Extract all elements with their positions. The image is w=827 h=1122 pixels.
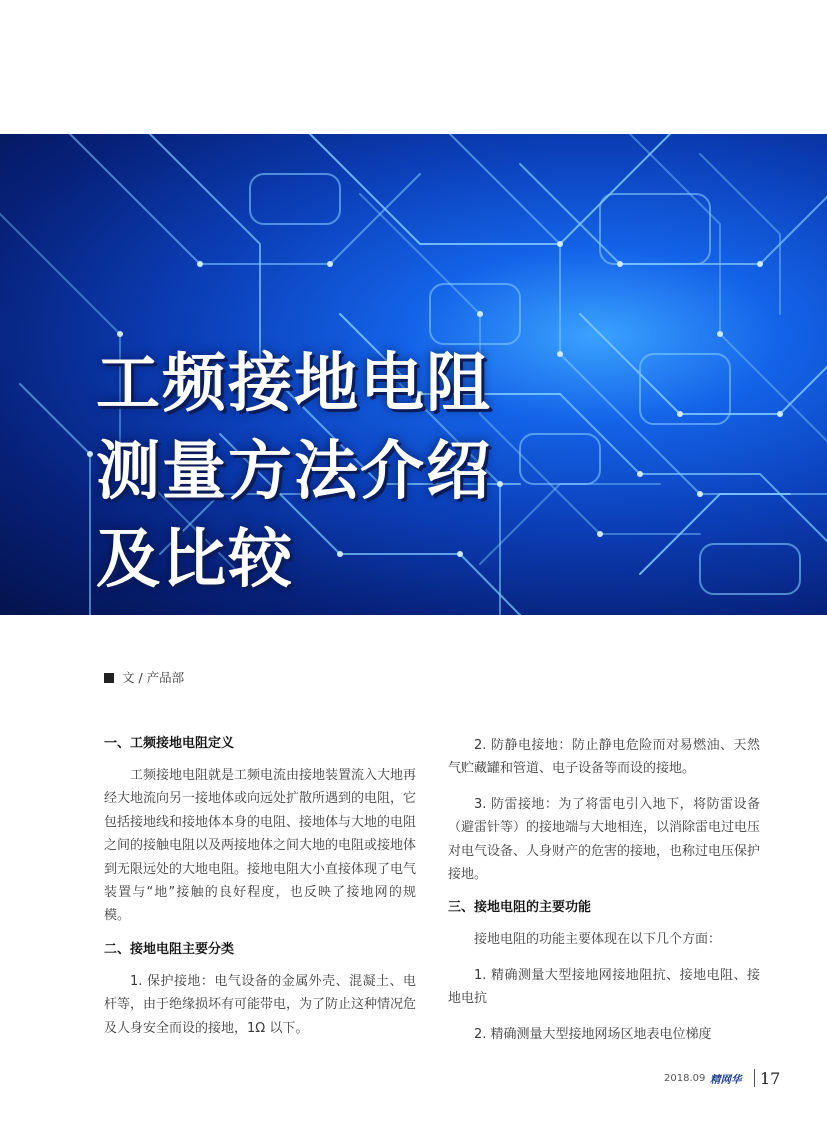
magazine-name: 精网华 xyxy=(710,1074,742,1086)
hero-banner xyxy=(0,134,827,615)
section-2-heading: 二、接地电阻主要分类 xyxy=(104,941,235,957)
circuit-trace xyxy=(440,134,827,494)
circuit-node xyxy=(597,531,603,537)
circuit-node xyxy=(557,351,563,357)
circuit-loop xyxy=(700,544,800,594)
issue-date: 2018.09 xyxy=(664,1073,706,1084)
circuit-node xyxy=(637,471,643,477)
article-title-line-2: 测量方法介绍 xyxy=(96,435,492,509)
byline-text: 文 / 产品部 xyxy=(122,670,185,685)
circuit-trace xyxy=(20,384,90,615)
square-bullet-icon xyxy=(104,673,114,683)
circuit-node xyxy=(757,261,763,267)
circuit-loop xyxy=(520,434,600,484)
circuit-trace xyxy=(480,484,660,564)
circuit-loop xyxy=(250,174,340,224)
right-column xyxy=(448,734,760,1058)
circuit-trace xyxy=(620,134,827,441)
circuit-node xyxy=(497,481,503,487)
circuit-trace xyxy=(580,314,827,414)
circuit-node xyxy=(477,311,483,317)
circuit-node xyxy=(457,551,463,557)
page-footer xyxy=(640,1069,790,1089)
circuit-node xyxy=(777,411,783,417)
section-2-paragraph-3: 3. 防雷接地：为了将雷电引入地下，将防雷设备（避雷针等）的接地端与大地相连，以消除雷电过电压对电气设备、人身财产的危害的接地，也称过电压保护接地。 xyxy=(448,796,761,883)
circuit-node xyxy=(677,411,683,417)
circuit-node xyxy=(717,331,723,337)
section-1-paragraph: 工频接地电阻就是工频电流由接地装置流入大地再经大地流向另一接地体或向远处扩散所遇到的电阻，它包括接地线和接地体本身的电阻、接地体与大地的电阻之间的接触电阻以及两接地体之间大地的电阻或接地体到无限远处的大地电阻。接地电阻大小直接体现了电气装置与“地”接触的良好程度，也反映了接地网的规模。 xyxy=(104,768,417,924)
circuit-loop xyxy=(600,194,710,264)
circuit-node xyxy=(697,491,703,497)
footer-divider xyxy=(754,1069,755,1087)
section-3-paragraph-3: 2. 精确测量大型接地网场区地表电位梯度 xyxy=(474,1026,712,1042)
article-title-line-1: 工频接地电阻 xyxy=(96,347,492,421)
circuit-node xyxy=(327,261,333,267)
section-3-paragraph-2: 1. 精确测量大型接地网接地阻抗、接地电阻、接地电抗 xyxy=(448,967,760,1007)
circuit-node xyxy=(557,241,563,247)
section-2-paragraph-1: 1. 保护接地：电气设备的金属外壳、混凝土、电杆等，由于绝缘损坏有可能带电，为了防止这种情况危及人身安全而设的接地，1Ω 以下。 xyxy=(104,973,417,1036)
byline xyxy=(104,668,184,686)
circuit-node xyxy=(197,261,203,267)
circuit-node xyxy=(337,551,343,557)
article-title-line-3: 及比较 xyxy=(96,523,294,597)
section-3-heading: 三、接地电阻的主要功能 xyxy=(448,900,592,916)
left-column xyxy=(104,734,416,1052)
section-3-paragraph-1: 接地电阻的功能主要体现在以下几个方面： xyxy=(474,932,722,948)
circuit-trace xyxy=(300,134,680,244)
section-1-heading: 一、工频接地电阻定义 xyxy=(104,736,235,751)
circuit-trace xyxy=(700,154,780,314)
page-number: 17 xyxy=(760,1069,781,1088)
circuit-node xyxy=(617,261,623,267)
circuit-node xyxy=(87,451,93,457)
section-2-paragraph-2: 2. 防静电接地：防止静电危险而对易燃油、天然气贮藏罐和管道、电子设备等而设的接地。 xyxy=(448,738,760,777)
